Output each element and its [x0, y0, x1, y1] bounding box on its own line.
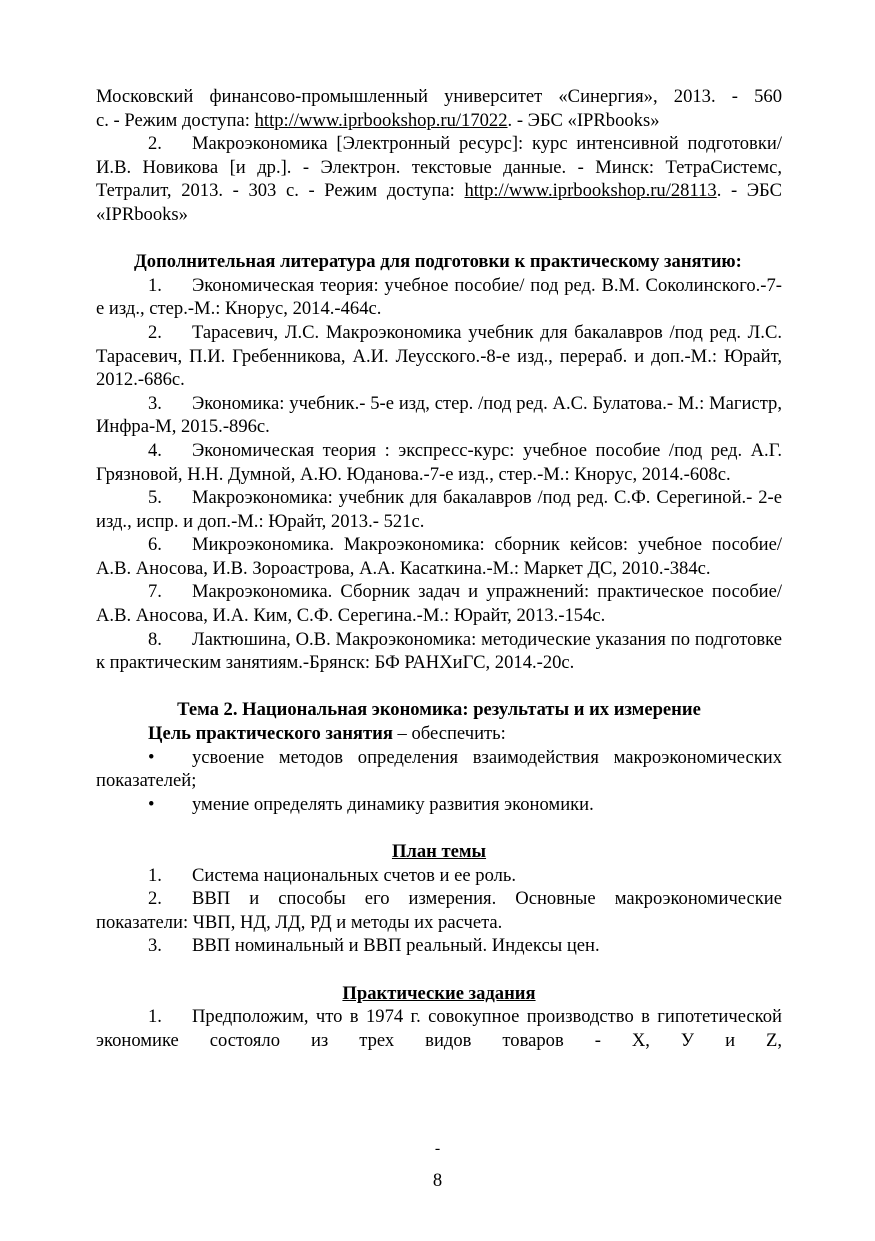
reference-text: Макроэкономика [Электронный ресурс]: курс интенсивной подготовки/ И.В. Новикова [и др.]. - Электрон. текстовые данные. - Минск: ТетраСистемс, Тетралит, 2013. - 303 с. - Режим доступа:	[96, 133, 782, 202]
item-number: 5.	[148, 487, 162, 509]
list-item	[96, 486, 782, 533]
bullet-item	[96, 746, 782, 793]
item-text: Микроэкономика. Макроэкономика: сборник кейсов: учебное пособие/А.В. Аносова, И.В. Зороастрова, А.А. Касаткина.-М.: Маркет ДС, 2010.-384с.	[96, 534, 782, 579]
item-text: Система национальных счетов и ее роль.	[192, 864, 517, 886]
footer-dash: -	[434, 1140, 441, 1157]
item-number: 7.	[148, 581, 162, 603]
spacer	[96, 958, 782, 982]
list-item	[96, 321, 782, 392]
item-text: Макроэкономика. Сборник задач и упражнений: практическое пособие/А.В. Аносова, И.А. Ким, С.Ф. Серегина.-М.: Юрайт, 2013.-154с.	[96, 581, 782, 627]
item-number: 1.	[148, 274, 162, 296]
item-number: 2.	[148, 888, 162, 910]
spacer	[96, 816, 782, 840]
reference-number: 2.	[148, 133, 162, 155]
item-text: Тарасевич, Л.С. Макроэкономика учебник для бакалавров /под ред. Л.С. Тарасевич, П.И. Гребенникова, А.И. Леусского.-8-е изд., перераб. и доп.-М.: Юрайт, 2012.-686с.	[96, 321, 782, 391]
item-number: 6.	[148, 534, 162, 556]
bullet-icon: •	[148, 746, 155, 768]
item-text: Экономическая теория : экспресс-курс: учебное пособие /под ред. А.Г. Грязновой, Н.Н. Думной, А.Ю. Юданова.-7-е изд., стер.-М.: Кнорус, 2014.-608с.	[96, 439, 782, 485]
item-text: ВВП и способы его измерения. Основные макроэкономические показатели: ЧВП, НД, ЛД, РД и методы их расчета.	[96, 888, 782, 933]
spacer	[96, 227, 782, 251]
document-page	[96, 85, 782, 1052]
item-number: 1.	[148, 1006, 162, 1028]
reference-text: Московский финансово-промышленный университет «Синергия», 2013. - 560	[96, 86, 782, 107]
item-text: Экономика: учебник.- 5-е изд, стер. /под ред. А.С. Булатова.- М.: Магистр, Инфра-М, 2015.-896с.	[96, 392, 782, 438]
item-text: Предположим, что в 1974 г. совокупное производство в гипотетической экономике состояло из трех видов товаров - X, У и Z,	[96, 1006, 782, 1051]
item-text: ВВП номинальный и ВВП реальный. Индексы цен.	[192, 935, 600, 957]
list-item	[96, 628, 782, 675]
plan-heading: План темы	[391, 841, 487, 862]
additional-literature-list	[96, 274, 782, 675]
tasks-heading: Практические задания	[342, 982, 536, 1004]
bullet-text: умение определять динамику развития экономики.	[192, 793, 594, 815]
item-text: Экономическая теория: учебное пособие/ под ред. В.М. Соколинского.-7-е изд., стер.-М.: Кнорус, 2014.-464с.	[96, 274, 782, 320]
page-number: 8	[432, 1170, 443, 1191]
reference-text: . - ЭБС «IPRbooks»	[507, 109, 660, 131]
item-number: 3.	[148, 935, 162, 957]
item-text: Макроэкономика: учебник для бакалавров /под ред. С.Ф. Серегиной.- 2-е изд., испр. и доп.-М.: Юрайт, 2013.- 521с.	[96, 487, 782, 532]
reference-link[interactable]: http://www.iprbookshop.ru/17022	[254, 109, 508, 131]
goal-line	[96, 722, 782, 746]
bullet-item	[96, 793, 782, 817]
list-item	[96, 580, 782, 627]
reference-text: . - ЭБС «IPRbooks»	[96, 180, 782, 225]
bullet-icon: •	[148, 793, 155, 815]
reference-text: с. - Режим доступа:	[96, 109, 255, 131]
plan-item	[96, 934, 782, 958]
plan-item	[96, 864, 782, 888]
bullet-text: усвоение методов определения взаимодействия макроэкономических показателей;	[96, 746, 782, 792]
item-number: 8.	[148, 628, 162, 650]
list-item	[96, 392, 782, 439]
goal-label: Цель практического занятия	[148, 723, 393, 745]
spacer	[96, 675, 782, 699]
goal-rest: – обеспечить:	[392, 723, 506, 745]
additional-literature-heading: Дополнительная литература для подготовки к практическому занятию:	[134, 251, 742, 273]
reference-continuation-line	[96, 85, 782, 109]
list-item	[96, 439, 782, 486]
list-item	[96, 274, 782, 321]
plan-item	[96, 887, 782, 934]
reference-link[interactable]: http://www.iprbookshop.ru/28113	[464, 180, 717, 202]
reference-item	[96, 132, 782, 226]
item-number: 2.	[148, 321, 162, 343]
item-number: 3.	[148, 392, 162, 414]
task-item	[96, 1005, 782, 1052]
item-text: Лактюшина, О.В. Макроэкономика: методические указания по подготовке к практическим занятиям.-Брянск: БФ РАНХиГС, 2014.-20с.	[96, 628, 782, 674]
item-number: 4.	[148, 439, 162, 461]
reference-continuation-line	[96, 109, 782, 133]
list-item	[96, 533, 782, 580]
item-number: 1.	[148, 864, 162, 886]
topic-title: Тема 2. Национальная экономика: результаты и их измерение	[177, 699, 701, 721]
